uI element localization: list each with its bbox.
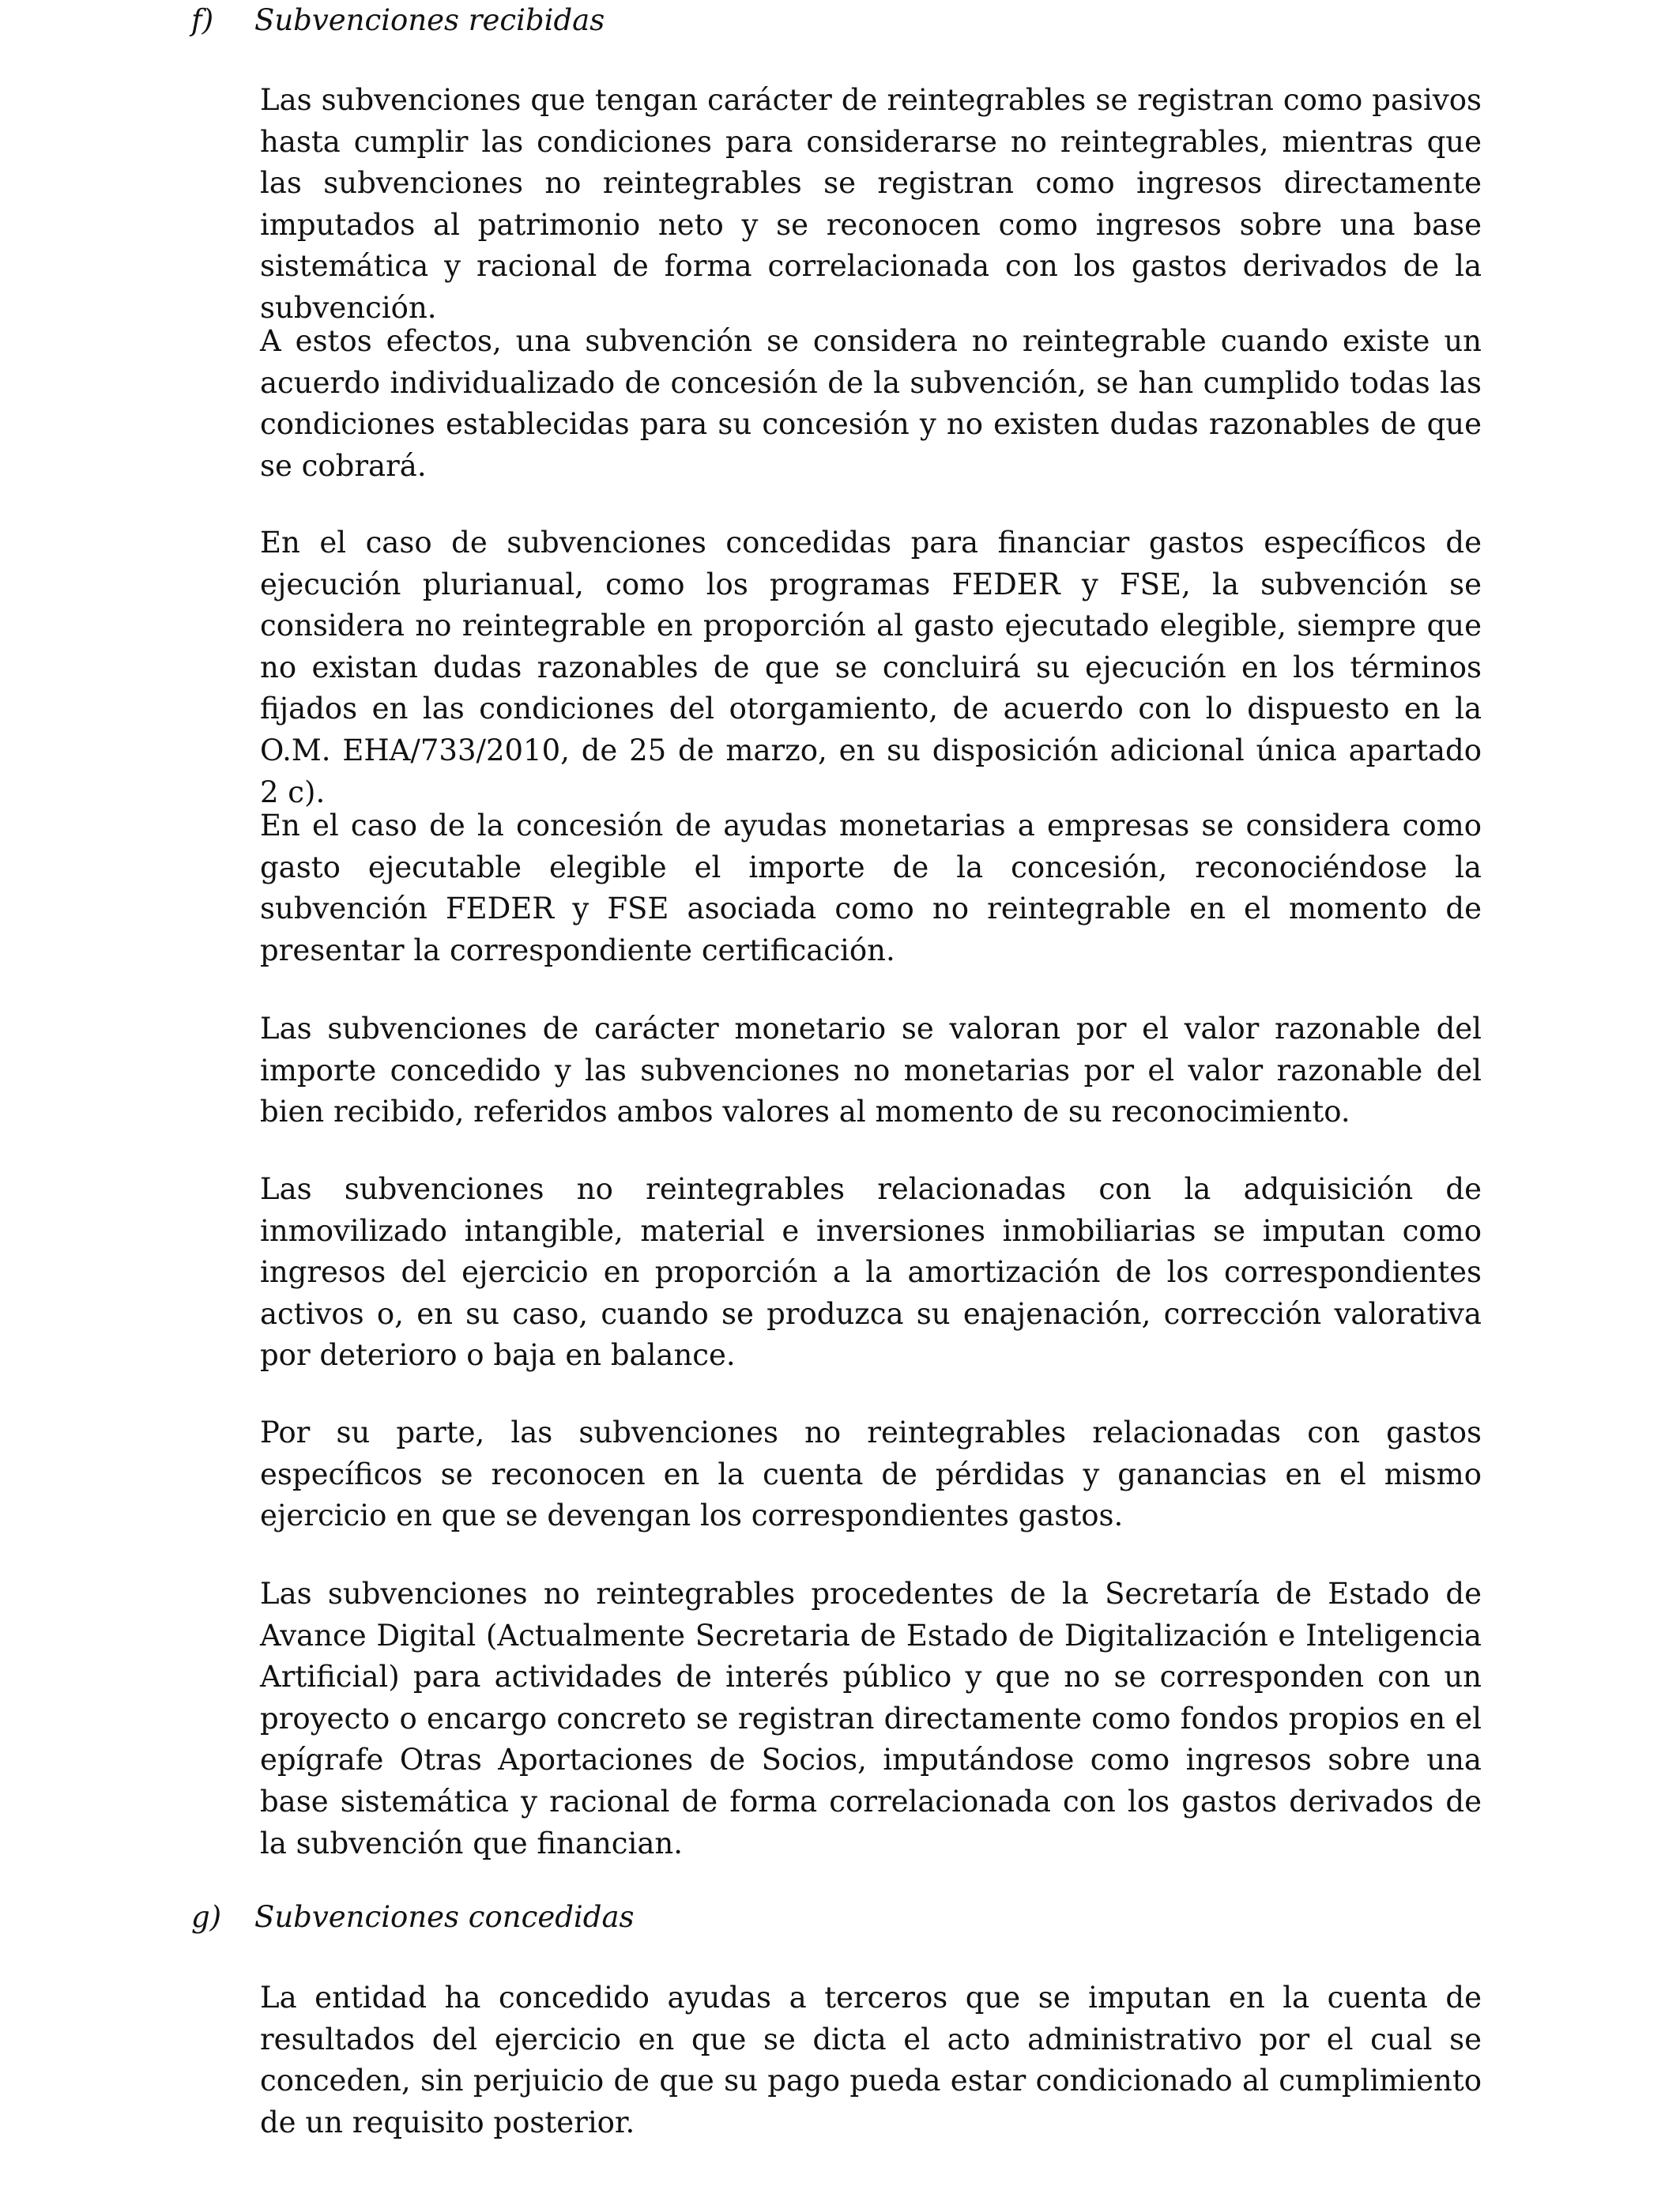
paragraph: En el caso de subvenciones concedidas para financiar gastos específicos de ejecución plurianual, como los programas FEDER y FSE, la subvención se considera no reintegrable en proporción al gasto ejecutado elegible, siempre que no existan dudas razonables de que se concluirá su ejecución en los términos fijados en las condiciones del otorgamiento, de acuerdo con lo dispuesto en la O.M. EHA/733/2010, de 25 de marzo, en su disposición adicional única apartado 2 c).	[260, 526, 1482, 809]
section-heading-f	[191, 0, 605, 41]
section-letter: f)	[191, 3, 214, 37]
paragraph: En el caso de la concesión de ayudas monetarias a empresas se considera como gasto ejecutable elegible el importe de la concesión, reconociéndose la subvención FEDER y FSE asociada como no reintegrable en el momento de presentar la correspondiente certificación.	[260, 809, 1482, 967]
paragraph: La entidad ha concedido ayudas a terceros que se imputan en la cuenta de resultados del ejercicio en que se dicta el acto administrativo por el cual se conceden, sin perjuicio de que su pago pueda estar condicionado al cumplimiento de un requisito posterior.	[260, 1981, 1482, 2139]
paragraph: Por su parte, las subvenciones no reintegrables relacionadas con gastos específicos se reconocen en la cuenta de pérdidas y ganancias en el mismo ejercicio en que se devengan los correspondientes gastos.	[260, 1416, 1482, 1533]
section-heading-g	[191, 1897, 635, 1938]
paragraph: A estos efectos, una subvención se considera no reintegrable cuando existe un acuerdo individualizado de concesión de la subvención, se han cumplido todas las condiciones establecidas para su concesión y no existen dudas razonables de que se cobrará.	[260, 324, 1482, 483]
section-letter: g)	[191, 1900, 222, 1934]
paragraph: Las subvenciones de carácter monetario se valoran por el valor razonable del importe concedido y las subvenciones no monetarias por el valor razonable del bien recibido, referidos ambos valores al momento de su reconocimiento.	[260, 1012, 1482, 1129]
paragraph: Las subvenciones no reintegrables relacionadas con la adquisición de inmovilizado intangible, material e inversiones inmobiliarias se imputan como ingresos del ejercicio en proporción a la amortización de los correspondientes activos o, en su caso, cuando se produzca su enajenación, corrección valorativa por deterioro o baja en balance.	[260, 1172, 1482, 1373]
section-title: Subvenciones recibidas	[254, 3, 605, 37]
section-title: Subvenciones concedidas	[254, 1900, 635, 1934]
paragraph: Las subvenciones que tengan carácter de reintegrables se registran como pasivos hasta cumplir las condiciones para considerarse no reintegrables, mientras que las subvenciones no reintegrables se registran como ingresos directamente imputados al patrimonio neto y se reconocen como ingresos sobre una base sistemática y racional de forma correlacionada con los gastos derivados de la subvención.	[260, 83, 1482, 325]
paragraph: Las subvenciones no reintegrables procedentes de la Secretaría de Estado de Avance Digital (Actualmente Secretaria de Estado de Digitalización e Inteligencia Artificial) para actividades de interés público y que no se corresponden con un proyecto o encargo concreto se registran directamente como fondos propios en el epígrafe Otras Aportaciones de Socios, imputándose como ingresos sobre una base sistemática y racional de forma correlacionada con los gastos derivados de la subvención que financian.	[260, 1577, 1482, 1860]
